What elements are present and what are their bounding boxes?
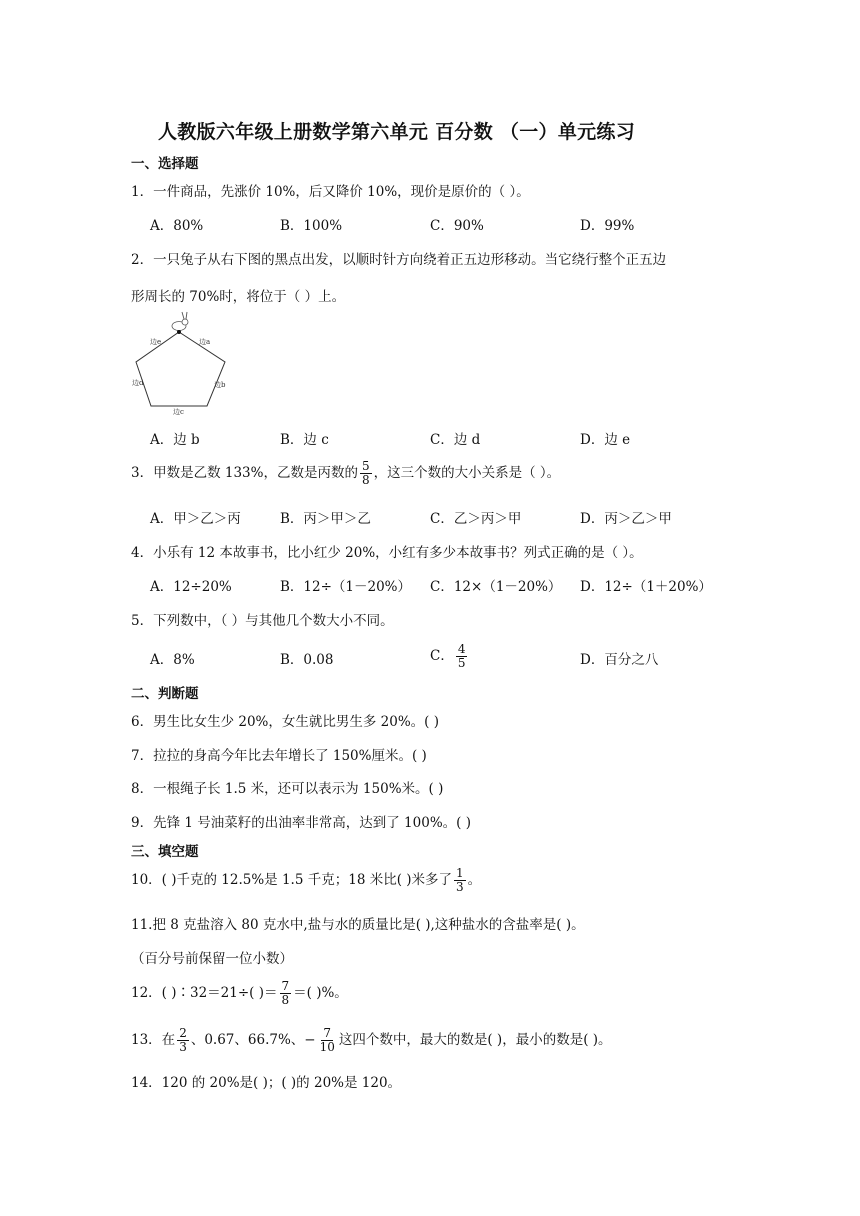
question-12-post: ＝( )%。: [293, 985, 348, 1001]
section-heading-choice: 一、选择题: [131, 156, 199, 172]
question-5-option-c: [430, 634, 469, 678]
question-2-stem-line2: 形周长的 70%时，将位于（ ）上。: [131, 289, 346, 305]
side-d-label: 边d: [132, 379, 144, 387]
question-4-option-c: C．12×（1－20%）: [430, 579, 562, 595]
question-6: 6．男生比女生少 20%，女生就比男生多 20%。( ): [131, 714, 440, 730]
question-3-option-b: B．丙＞甲＞乙: [280, 511, 371, 527]
question-3-option-d: D．丙＞乙＞甲: [580, 511, 672, 527]
question-2-option-a: A．边 b: [150, 432, 200, 448]
question-3-option-a: A．甲＞乙＞丙: [150, 511, 241, 527]
fraction-2-3: $\frac{2}{3}$: [179, 1026, 187, 1054]
start-dot: [177, 330, 181, 334]
fraction-7-10: $\frac{7}{10}$: [319, 1026, 335, 1054]
question-4-stem: 4．小乐有 12 本故事书，比小红少 20%，小红有多少本故事书？列式正确的是（ ）。: [131, 545, 643, 561]
question-2-stem-line1: 2．一只兔子从右下图的黑点出发，以顺时针方向绕着正五边形移动。当它绕行整个正五边: [131, 252, 667, 268]
fraction-4-5: $\frac{4}{5}$: [457, 642, 466, 670]
question-4-option-d: D．12÷（1＋20%）: [580, 579, 712, 595]
rabbit-icon: [172, 312, 188, 331]
question-4-option-a: A．12÷20%: [150, 579, 232, 595]
question-13-pre: 13．在: [131, 1032, 176, 1048]
fraction-5-8: $\frac{5}{8}$: [361, 459, 370, 487]
question-12-pre: 12．( )∶32＝21÷( )＝: [131, 985, 278, 1001]
question-13-post: 这四个数中，最大的数是( )，最小的数是( )。: [338, 1032, 612, 1048]
question-3-post: ，这三个数的大小关系是（ ）。: [373, 465, 561, 481]
fraction-7-8: $\frac{7}{8}$: [281, 979, 290, 1007]
question-5-option-d: D．百分之八: [580, 652, 659, 668]
question-2-option-c: C．边 d: [430, 432, 481, 448]
question-5-stem: 5．下列数中，（ ）与其他几个数大小不同。: [131, 613, 394, 629]
question-8: 8．一根绳子长 1.5 米，还可以表示为 150%米。( ): [131, 781, 444, 797]
question-14: 14．120 的 20%是( )；( )的 20%是 120。: [131, 1075, 402, 1091]
side-e-label: 边e: [150, 338, 162, 346]
question-2-option-b: B．边 c: [280, 432, 329, 448]
side-c-label: 边c: [173, 408, 184, 415]
question-1-option-a: A．80%: [150, 218, 204, 234]
question-3-stem: [131, 458, 560, 488]
question-12: [131, 971, 348, 1015]
page-title: 人教版六年级上册数学第六单元 百分数 （一）单元练习: [158, 121, 636, 143]
question-9: 9．先锋 1 号油菜籽的出油率非常高，达到了 100%。( ): [131, 815, 471, 831]
question-10: [131, 858, 481, 902]
question-5-option-a: A．8%: [150, 652, 195, 668]
side-b-label: 边b: [214, 381, 226, 389]
question-7: 7．拉拉的身高今年比去年增长了 150%厘米。( ): [131, 748, 427, 764]
pentagon-figure: [128, 310, 238, 415]
question-1-option-d: D．99%: [580, 218, 635, 234]
fraction-1-3: $\frac{1}{3}$: [456, 866, 464, 894]
question-13: [131, 1018, 612, 1062]
question-1-option-c: C．90%: [430, 218, 484, 234]
question-10-pre: 10．( )千克的 12.5%是 1.5 千克；18 米比( )米多了: [131, 872, 453, 888]
question-3-pre: 3．甲数是乙数 133%，乙数是丙数的: [131, 465, 358, 481]
question-11-line2: （百分号前保留一位小数）: [131, 951, 293, 967]
question-5-option-b: B．0.08: [280, 652, 334, 668]
question-1-stem: 1．一件商品，先涨价 10%，后又降价 10%，现价是原价的（ ）。: [131, 184, 530, 200]
question-2-option-d: D．边 e: [580, 432, 631, 448]
section-heading-judge: 二、判断题: [131, 686, 199, 702]
option-c-label: C．: [430, 648, 454, 664]
question-4-option-b: B．12÷（1－20%）: [280, 579, 412, 595]
side-a-label: 边a: [199, 338, 211, 346]
question-3-option-c: C．乙＞丙＞甲: [430, 511, 522, 527]
section-heading-fill: 三、填空题: [131, 844, 199, 860]
question-10-post: 。: [467, 872, 482, 888]
question-11-line1: 11.把 8 克盐溶入 80 克水中,盐与水的质量比是( ),这种盐水的含盐率是( )。: [131, 917, 585, 933]
question-13-mid: 、0.67、66.7%、−: [190, 1032, 316, 1048]
question-1-option-b: B．100%: [280, 218, 343, 234]
